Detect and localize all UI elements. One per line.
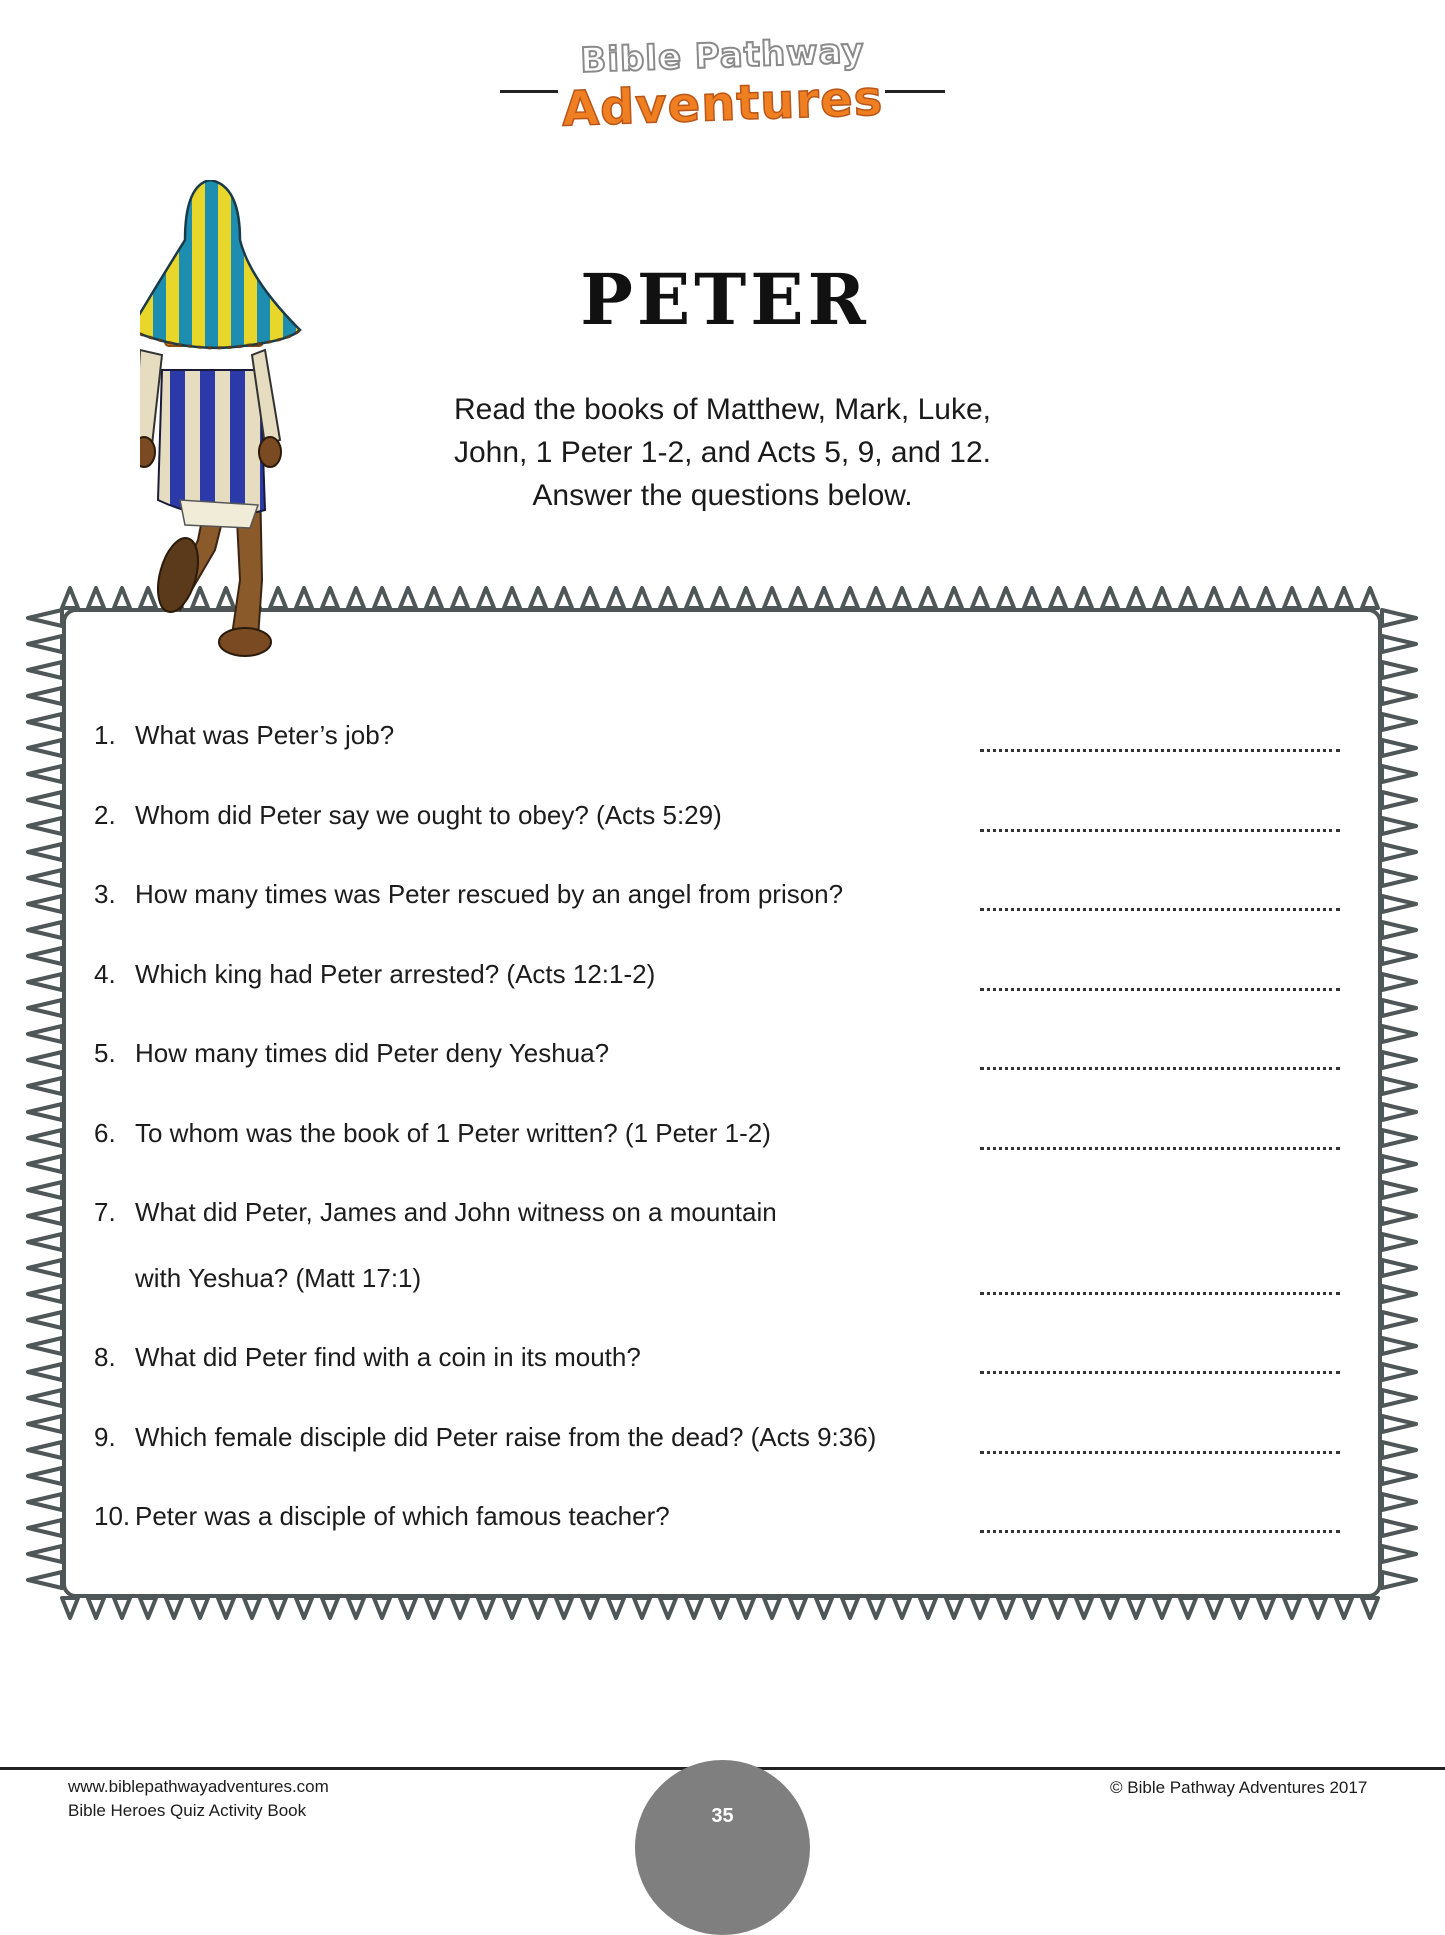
border-tooth [842, 1598, 858, 1618]
border-tooth [1382, 1546, 1416, 1562]
question-number: 1. [94, 720, 116, 750]
border-tooth [1284, 1598, 1300, 1618]
border-tooth [1382, 1208, 1416, 1224]
border-tooth [1154, 1598, 1170, 1618]
question-number: 8. [94, 1342, 116, 1372]
border-tooth [452, 1598, 468, 1618]
footer-website[interactable]: www.biblepathwayadventures.com [68, 1777, 329, 1796]
border-tooth [114, 1598, 130, 1618]
border-tooth [530, 588, 546, 608]
border-tooth [1382, 1026, 1416, 1042]
logo-rule-right [885, 90, 945, 93]
question-number: 6. [94, 1118, 116, 1148]
border-tooth [270, 1598, 286, 1618]
question-number: 3. [94, 879, 116, 909]
border-tooth [28, 844, 62, 860]
border-tooth [920, 1598, 936, 1618]
border-tooth [1382, 1494, 1416, 1510]
border-tooth [790, 588, 806, 608]
border-tooth [1382, 610, 1416, 626]
border-tooth [426, 1598, 442, 1618]
border-tooth [1102, 588, 1118, 608]
border-tooth [1382, 948, 1416, 964]
border-tooth [764, 1598, 780, 1618]
border-tooth [28, 610, 62, 626]
footer-copyright: © Bible Pathway Adventures 2017 [1110, 1778, 1368, 1797]
question-text: What did Peter, James and John witness on a mountain [135, 1197, 777, 1227]
border-tooth [218, 1598, 234, 1618]
border-tooth [1154, 588, 1170, 608]
border-tooth [1382, 1052, 1416, 1068]
border-tooth [946, 1598, 962, 1618]
border-tooth [28, 1052, 62, 1068]
border-tooth [1128, 588, 1144, 608]
border-tooth [374, 588, 390, 608]
instructions-line-3: Answer the questions below. [532, 479, 913, 512]
border-tooth [1284, 588, 1300, 608]
border-tooth [1382, 870, 1416, 886]
border-tooth [62, 588, 78, 608]
border-tooth [1382, 766, 1416, 782]
border-tooth [28, 922, 62, 938]
border-tooth [1382, 1312, 1416, 1328]
border-tooth [1362, 588, 1378, 608]
border-tooth [88, 1598, 104, 1618]
border-tooth [1382, 688, 1416, 704]
question-text: To whom was the book of 1 Peter written? (1 Peter 1-2) [135, 1118, 771, 1148]
answer-line[interactable] [980, 986, 1340, 991]
border-tooth [582, 1598, 598, 1618]
border-tooth [1206, 1598, 1222, 1618]
question-8 [94, 1342, 1344, 1392]
border-tooth [1258, 588, 1274, 608]
answer-line[interactable] [980, 827, 1340, 832]
border-tooth [972, 1598, 988, 1618]
logo-text-top: Bible Pathway [579, 31, 866, 81]
border-tooth [686, 588, 702, 608]
border-tooth [28, 1182, 62, 1198]
logo-text-bottom: Adventures [560, 70, 885, 138]
border-tooth [478, 588, 494, 608]
border-tooth [634, 588, 650, 608]
border-tooth [1382, 1260, 1416, 1276]
border-tooth [28, 1572, 62, 1588]
border-tooth [322, 1598, 338, 1618]
border-tooth [1382, 1442, 1416, 1458]
border-tooth [816, 588, 832, 608]
border-tooth [1382, 922, 1416, 938]
border-tooth [1076, 588, 1092, 608]
border-tooth [608, 588, 624, 608]
border-tooth [920, 588, 936, 608]
border-tooth [504, 588, 520, 608]
border-tooth [28, 1546, 62, 1562]
border-tooth [1336, 1598, 1352, 1618]
question-number: 9. [94, 1422, 116, 1452]
border-tooth [660, 1598, 676, 1618]
border-tooth [28, 818, 62, 834]
question-2 [94, 800, 1344, 850]
question-7 [94, 1197, 1344, 1317]
border-tooth [868, 1598, 884, 1618]
border-tooth [28, 1520, 62, 1536]
answer-line[interactable] [980, 1528, 1340, 1533]
answer-line[interactable] [980, 1065, 1340, 1070]
border-tooth [400, 1598, 416, 1618]
border-tooth [556, 1598, 572, 1618]
answer-line[interactable] [980, 1369, 1340, 1374]
border-tooth [1024, 1598, 1040, 1618]
border-tooth [1382, 1000, 1416, 1016]
border-tooth [192, 1598, 208, 1618]
border-tooth [62, 1598, 78, 1618]
border-tooth [634, 1598, 650, 1618]
border-tooth [1128, 1598, 1144, 1618]
border-tooth [1076, 1598, 1092, 1618]
border-tooth [28, 688, 62, 704]
border-tooth [28, 1208, 62, 1224]
question-text: How many times did Peter deny Yeshua? [135, 1038, 610, 1068]
border-tooth [28, 1026, 62, 1042]
border-tooth [28, 1468, 62, 1484]
border-tooth [868, 588, 884, 608]
border-tooth [1102, 1598, 1118, 1618]
border-tooth [28, 1000, 62, 1016]
border-tooth [1050, 1598, 1066, 1618]
border-tooth [660, 588, 676, 608]
question-number: 2. [94, 800, 116, 830]
border-tooth [1310, 1598, 1326, 1618]
question-5 [94, 1038, 1344, 1088]
border-tooth [1310, 588, 1326, 608]
answer-line[interactable] [980, 1449, 1340, 1454]
peter-illustration [140, 180, 370, 675]
border-tooth [1382, 1520, 1416, 1536]
instructions [430, 388, 1015, 517]
question-10 [94, 1501, 1344, 1551]
question-text: Whom did Peter say we ought to obey? (Acts 5:29) [135, 800, 722, 830]
border-tooth [1382, 1078, 1416, 1094]
border-tooth [1206, 588, 1222, 608]
border-tooth [1232, 588, 1248, 608]
border-tooth [28, 870, 62, 886]
border-tooth [1382, 740, 1416, 756]
border-tooth [114, 588, 130, 608]
border-tooth [140, 1598, 156, 1618]
border-tooth [28, 766, 62, 782]
border-tooth [1258, 1598, 1274, 1618]
answer-line[interactable] [980, 1145, 1340, 1150]
question-text: Which king had Peter arrested? (Acts 12:1-2) [135, 959, 656, 989]
border-tooth [842, 588, 858, 608]
question-text: Which female disciple did Peter raise from the dead? (Acts 9:36) [135, 1422, 877, 1452]
border-tooth [1382, 792, 1416, 808]
border-tooth [556, 588, 572, 608]
border-tooth [1232, 1598, 1248, 1618]
border-tooth [400, 588, 416, 608]
border-tooth [28, 636, 62, 652]
question-text: What did Peter find with a coin in its mouth? [135, 1342, 641, 1372]
border-tooth [712, 588, 728, 608]
question-number: 4. [94, 959, 116, 989]
border-tooth [972, 588, 988, 608]
border-tooth [28, 1312, 62, 1328]
border-tooth [28, 1286, 62, 1302]
question-text: What was Peter’s job? [135, 720, 395, 750]
question-9 [94, 1422, 1344, 1472]
border-tooth [28, 1234, 62, 1250]
border-tooth [426, 588, 442, 608]
question-1 [94, 720, 1344, 770]
page-title: PETER [580, 258, 870, 341]
border-tooth [738, 1598, 754, 1618]
border-tooth [1382, 1104, 1416, 1120]
question-3 [94, 879, 1344, 929]
border-tooth [28, 896, 62, 912]
border-tooth [1382, 1234, 1416, 1250]
border-tooth [894, 588, 910, 608]
border-tooth [894, 1598, 910, 1618]
border-tooth [28, 1390, 62, 1406]
logo-rule-left [500, 90, 558, 93]
question-6 [94, 1118, 1344, 1168]
border-tooth [1382, 1364, 1416, 1380]
question-text: Peter was a disciple of which famous teacher? [135, 1501, 670, 1531]
border-tooth [1382, 1416, 1416, 1432]
border-tooth [28, 1130, 62, 1146]
border-tooth [28, 1078, 62, 1094]
border-tooth [1050, 588, 1066, 608]
border-tooth [582, 588, 598, 608]
border-tooth [504, 1598, 520, 1618]
border-tooth [28, 1416, 62, 1432]
border-tooth [1382, 896, 1416, 912]
border-tooth [1180, 588, 1196, 608]
border-tooth [1382, 974, 1416, 990]
border-tooth [1382, 1182, 1416, 1198]
border-tooth [1382, 1130, 1416, 1146]
border-tooth [28, 662, 62, 678]
border-tooth [1024, 588, 1040, 608]
border-tooth [764, 588, 780, 608]
border-tooth [28, 714, 62, 730]
border-tooth [1382, 636, 1416, 652]
border-tooth [1382, 662, 1416, 678]
border-tooth [608, 1598, 624, 1618]
border-tooth [1382, 1156, 1416, 1172]
border-tooth [1362, 1598, 1378, 1618]
border-tooth [1382, 1286, 1416, 1302]
border-tooth [28, 1442, 62, 1458]
border-tooth [738, 588, 754, 608]
border-tooth [28, 1364, 62, 1380]
border-tooth [712, 1598, 728, 1618]
border-tooth [28, 1156, 62, 1172]
border-tooth [28, 740, 62, 756]
border-tooth [28, 1494, 62, 1510]
question-4 [94, 959, 1344, 1009]
question-number: 5. [94, 1038, 116, 1068]
border-tooth [946, 588, 962, 608]
border-tooth [374, 1598, 390, 1618]
border-tooth [530, 1598, 546, 1618]
instructions-line-1: Read the books of Matthew, Mark, Luke, [454, 393, 991, 426]
border-tooth [1180, 1598, 1196, 1618]
border-tooth [166, 1598, 182, 1618]
border-tooth [28, 792, 62, 808]
border-tooth [28, 1338, 62, 1354]
answer-line[interactable] [980, 906, 1340, 911]
border-tooth [452, 588, 468, 608]
border-tooth [88, 588, 104, 608]
border-tooth [998, 1598, 1014, 1618]
border-tooth [1382, 844, 1416, 860]
border-tooth [1382, 1572, 1416, 1588]
border-tooth [348, 1598, 364, 1618]
border-tooth [1382, 1468, 1416, 1484]
question-text: How many times was Peter rescued by an angel from prison? [135, 879, 844, 909]
answer-line[interactable] [980, 1290, 1340, 1295]
border-tooth [1382, 1338, 1416, 1354]
question-number: 10. [94, 1501, 131, 1531]
border-tooth [1382, 714, 1416, 730]
answer-line[interactable] [980, 747, 1340, 752]
border-tooth [28, 1104, 62, 1120]
question-number: 7. [94, 1197, 116, 1227]
border-tooth [1382, 1390, 1416, 1406]
border-tooth [1382, 818, 1416, 834]
border-tooth [28, 1260, 62, 1276]
instructions-line-2: John, 1 Peter 1-2, and Acts 5, 9, and 12. [453, 436, 992, 469]
border-tooth [998, 588, 1014, 608]
border-tooth [816, 1598, 832, 1618]
border-tooth [244, 1598, 260, 1618]
border-tooth [790, 1598, 806, 1618]
border-tooth [478, 1598, 494, 1618]
border-tooth [686, 1598, 702, 1618]
border-tooth [1336, 588, 1352, 608]
border-tooth [28, 948, 62, 964]
border-tooth [28, 974, 62, 990]
border-tooth [296, 1598, 312, 1618]
page-number-tab [635, 1760, 810, 1935]
page-number: 35 [711, 1805, 734, 1827]
footer-book-title: Bible Heroes Quiz Activity Book [68, 1801, 307, 1820]
question-text-continued: with Yeshua? (Matt 17:1) [135, 1263, 422, 1293]
